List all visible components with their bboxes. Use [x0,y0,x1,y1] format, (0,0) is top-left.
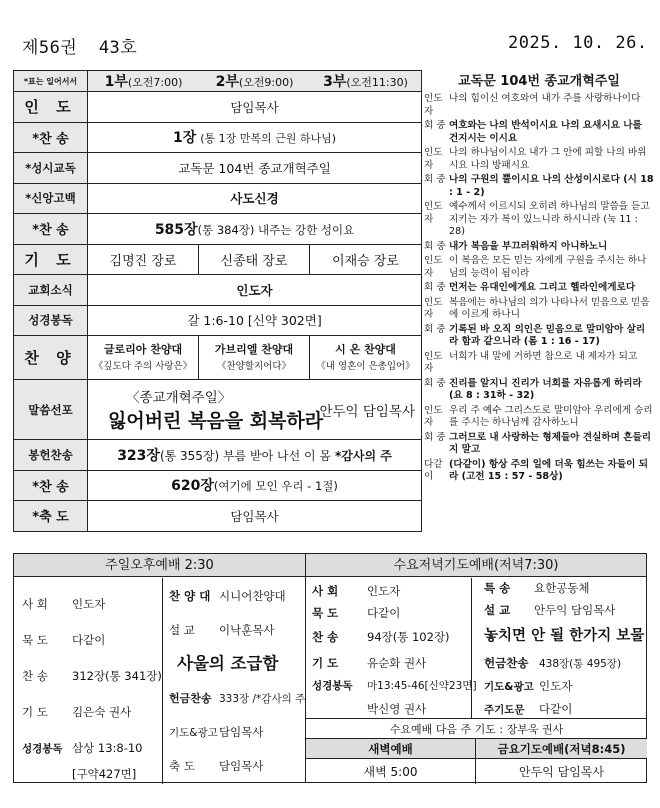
liturgy-speaker: 회 중 [424,282,446,293]
afternoon-choir-label: 찬 양 대 [169,589,211,603]
afternoon-value-5: 삼상 13:8-10 [72,741,143,755]
liturgy-text: 나의 하나님이시요 내가 그 안에 피할 나의 바위시요 나의 방패시요 [449,147,647,171]
afternoon-label-4: 기 도 [22,705,48,719]
reading-label: 성경봉독 [14,305,88,336]
sermon-cell [88,380,422,440]
sermon-label: 말씀선포 [14,380,88,440]
row-sermon [14,380,422,440]
news-value: 인도자 [88,275,422,306]
header-volume [22,33,137,58]
invocation-label: 인 도 [14,92,88,123]
row-litany [14,153,422,184]
afternoon-value-1: 인도자 [72,597,106,611]
afternoon-service-panel [13,553,306,783]
friday-title: 금요기도예배(저녁8:45) [476,739,647,759]
liturgy-line [424,255,654,280]
wed-offering-value: 438장(통 495장) [539,658,622,670]
header-date: 2025. 10. 26. [508,33,648,53]
row-offering [14,440,422,471]
liturgy-speaker: 인도자 [424,404,443,428]
liturgy-speaker: 회 중 [424,377,446,389]
liturgy-line [424,324,654,349]
sermon-title: 잃어버린 복음을 회복하라 [108,410,324,432]
liturgy-title: 교독문 104번 종교개혁주일 [458,74,620,89]
liturgy-text: 여호와는 나의 반석이시요 나의 요새시요 나를 건지시는 이시요 [449,120,642,144]
wed-row-1 [312,583,400,599]
wed-label-1: 사 회 [312,584,339,598]
liturgy-text: 이 복음은 모든 믿는 자에게 구원을 주시는 하나님의 능력이 됨이라 [449,255,647,279]
service-1 [88,71,199,91]
afternoon-value-2: 다같이 [72,633,106,647]
invocation-value: 담임목사 [88,92,422,123]
benediction-value: 담임목사 [88,501,422,532]
hymn3-number: 620장 [171,478,214,495]
afternoon-sermon-label: 설 교 [169,623,195,637]
liturgy-speaker: 회 중 [424,431,446,443]
wed-row-3 [312,629,450,645]
wed-prayer-value: 인도자 [539,679,573,693]
sermon-subtitle: 〈종교개혁주일〉 [126,390,232,406]
wed-value-5: 마13:45-46[신약23면] [367,680,477,692]
wednesday-right-column [472,578,647,718]
liturgy-speaker: 회 중 [424,120,446,131]
service-1-time: (오전7:00) [127,76,183,89]
afternoon-row-2 [22,632,105,648]
wed-prayer [484,678,572,694]
liturgy-text: 먼저는 유대인에게요 그리고 헬라인에게로다 [449,282,636,293]
liturgy-speaker: 회 중 [424,240,446,252]
wed-value-1: 인도자 [367,584,401,598]
liturgy-line [424,147,654,172]
wed-label-4: 기 도 [312,656,339,670]
wed-row-5 [312,678,477,693]
afternoon-page: [구약427면] [72,767,137,781]
liturgy-speaker: 인도자 [424,296,443,320]
creed-label: *신앙고백 [14,183,88,214]
choir-label: 찬 양 [14,336,88,380]
choir-1 [88,336,199,380]
liturgy-speaker: 인도자 [424,255,443,279]
afternoon-offering [169,690,305,706]
wed-sermon-title: 놓치면 안 될 한가지 보물 [484,628,645,644]
liturgy-line [424,297,654,322]
row-invocation [14,92,422,123]
wednesday-title: 수요저녁기도예배(저녁7:30) [306,554,646,577]
wed-next-prayer: 수요예배 다음 주 기도 : 장부욱 권사 [306,718,647,738]
liturgy-speaker: 인도자 [424,201,443,225]
liturgy-line [424,405,654,430]
wed-prayer-label: 기도&광고 [484,681,534,693]
wed-value-4: 유순화 권사 [367,656,427,670]
afternoon-title: 주일오후예배 2:30 [14,554,305,577]
afternoon-choir [169,588,286,604]
choir-3-song: 《내 영혼이 은총입어》 [316,360,415,372]
afternoon-row-1 [22,596,105,612]
service-2 [199,71,310,91]
row-hymn1 [14,122,422,153]
choir-1-song: 《깊도다 주의 사랑은》 [93,360,193,372]
afternoon-sermon [169,622,275,638]
liturgy-text: 기록된 바 오직 의인은 믿음으로 말미암아 살리라 함과 같으니라 (롬 1 : 16 - 17) [449,323,646,347]
benediction-label: *축 도 [14,501,88,532]
liturgy-line [424,351,654,376]
afternoon-row-5 [22,740,142,756]
liturgy-text: 예수께서 이르시되 오히려 하나님의 말씀을 듣고 지키는 자가 복이 있느니라 하시니라 (눅 11 : 28) [449,201,650,237]
afternoon-label-5: 성경봉독 [22,743,63,755]
wed-special [484,580,590,596]
creed-value: 사도신경 [88,183,422,214]
volume-text: 제56권 [22,38,78,58]
afternoon-bless-label: 축 도 [169,759,195,773]
liturgy-line [424,93,654,118]
liturgy-text: 그러므로 내 사랑하는 형제들아 견실하며 흔들리지 말고 [449,431,652,455]
afternoon-prayer-label: 기도&광고 [169,727,218,739]
liturgy-line [424,378,654,403]
wed-special-label: 특 송 [484,581,511,595]
liturgy-line [424,201,654,239]
liturgy-speaker: 회 중 [424,323,446,335]
choir-2-name: 가브리엘 찬양대 [214,342,294,356]
liturgy-text: 진리를 알지니 진리가 너희를 자유롭게 하리라 (요 8 : 31하 - 32) [449,377,642,401]
dawn-title: 새벽예배 [306,739,476,759]
wed-lord-label: 주기도문 [484,704,525,716]
liturgy-speaker: 인도자 [424,350,443,374]
afternoon-prayer [169,724,263,740]
liturgy-text: (다같이) 항상 주의 일에 더욱 힘쓰는 자들이 되라 (고전 15 : 57 - 58상) [449,458,648,482]
prayer-person-3: 이재승 장로 [310,244,422,275]
wed-lord-value: 다같이 [539,702,573,716]
afternoon-sermon-title: 사울의 조급함 [177,654,279,673]
wed-bottom [306,738,647,784]
service-2-num: 2부 [215,74,239,90]
hymn1-number: 1장 [172,130,197,147]
wed-value-3: 94장(통 102장) [367,630,450,644]
afternoon-sermon-value: 이낙훈목사 [219,623,275,637]
wed-row-2 [312,605,400,621]
offering-title: (통 355장) 부름 받아 나선 이 몸 [159,448,332,463]
choir-2 [199,336,310,380]
afternoon-bless-value: 담임목사 [219,759,264,773]
liturgy-line [424,120,654,145]
liturgy-text: 내가 복음을 부끄러워하지 아니하노니 [449,240,608,252]
wed-row-4 [312,655,426,671]
liturgy-line [424,459,654,484]
news-label: 교회소식 [14,275,88,306]
afternoon-value-3: 312장(통 341장) [72,669,162,683]
row-reading [14,305,422,336]
litany-label: *성시교독 [14,153,88,184]
wednesday-service-panel [306,553,647,783]
issue-text: 43호 [98,38,138,58]
row-choir [14,336,422,380]
choir-2-song: 《찬양할지어다》 [216,360,292,372]
row-creed [14,183,422,214]
wed-lord [484,701,572,717]
services-header [88,71,422,92]
service-3-num: 3부 [323,74,347,90]
choir-1-name: 글로리아 찬양대 [103,342,183,356]
service-3 [310,71,421,91]
liturgy-line [424,282,654,295]
liturgy-speaker: 인도자 [424,147,443,171]
wed-extra: 박신영 권사 [367,702,427,716]
liturgy-text: 우리 주 예수 그리스도로 말미암아 우리에게 승리를 주시는 하나님께 감사하노니 [449,404,653,428]
wed-value-2: 다같이 [367,606,401,620]
liturgy-panel [424,70,654,486]
liturgy-lines [424,93,654,484]
afternoon-bless [169,758,263,774]
wed-sermon [484,602,615,618]
service-1-num: 1부 [104,74,128,90]
hymn1-label: *찬 송 [14,122,88,153]
wed-sermon-label: 설 교 [484,603,511,617]
afternoon-left-column [14,578,163,784]
offering-extra: *감사의 주 [335,448,392,463]
wed-special-value: 요한공동체 [534,581,590,595]
hymn1-title: (통 1장 만복의 근원 하나님) [200,132,337,146]
hymn3-title: (여기에 모인 우리 - 1절) [213,479,338,494]
hymn2-label: *찬 송 [14,214,88,245]
afternoon-prayer-value: 담임목사 [219,725,264,739]
wed-offering-label: 헌금찬송 [484,656,529,670]
hymn2-number: 585장 [154,221,198,238]
choir-3 [310,336,422,380]
afternoon-right-column [163,578,307,784]
friday-leader: 안두익 담임목사 [519,765,604,779]
liturgy-line [424,241,654,254]
wed-label-2: 묵 도 [312,606,339,620]
row-hymn3 [14,470,422,501]
service-2-time: (오전9:00) [238,76,294,89]
service-3-time: (오전11:30) [346,76,408,89]
wed-label-5: 성경봉독 [312,680,353,692]
liturgy-line [424,174,654,199]
reading-value: 갈 1:6-10 [신약 302면] [88,305,422,336]
liturgy-line [424,432,654,457]
afternoon-offering-value: 333장 /*감사의 주 [219,693,306,705]
offering-label: 봉헌찬송 [14,440,88,471]
liturgy-speaker: 인도자 [424,93,443,117]
prayer-person-1: 김명진 장로 [88,244,199,275]
offering-number: 323장 [117,447,160,464]
afternoon-value-4: 김은숙 권사 [72,705,132,719]
wednesday-left-column [306,578,477,718]
liturgy-text: 나의 구원의 뿔이시요 나의 산성이시로다 (시 18 : 1 - 2) [449,174,654,198]
row-benediction [14,501,422,532]
wed-sermon-value: 안두익 담임목사 [534,603,616,617]
liturgy-text: 너희가 내 말에 거하면 참으로 내 제자가 되고 [449,350,638,362]
order-of-worship-table [13,70,422,532]
wed-offering [484,655,621,671]
prayer-label: 기 도 [14,244,88,275]
standing-note: *표는 일어서서 [14,71,88,92]
dawn-time: 새벽 5:00 [306,759,476,784]
choir-3-name: 시 온 찬양대 [335,342,396,356]
liturgy-speaker: 회 중 [424,174,446,185]
afternoon-label-3: 찬 송 [22,669,48,683]
wed-label-3: 찬 송 [312,630,339,644]
sermon-preacher: 안두익 담임목사 [319,404,416,420]
afternoon-row-3 [22,668,162,684]
afternoon-choir-value: 시니어찬양대 [219,589,286,603]
liturgy-text: 나의 힘이신 여호와여 내가 주를 사랑하나이다 [449,93,641,104]
row-hymn2 [14,214,422,245]
liturgy-text: 복음에는 하나님의 의가 나타나서 믿음으로 믿음에 이르게 하나니 [449,296,650,320]
hymn2-title: (통 384장) 내주는 강한 성이요 [197,222,355,237]
afternoon-offering-label: 헌금찬송 [169,692,212,705]
prayer-person-2: 신종태 장로 [199,244,310,275]
row-prayer [14,244,422,275]
row-news [14,275,422,306]
afternoon-label-1: 사 회 [22,597,48,611]
litany-value: 교독문 104번 종교개혁주일 [88,153,422,184]
liturgy-speaker: 다같이 [424,458,443,482]
afternoon-label-2: 묵 도 [22,633,48,647]
afternoon-row-4 [22,704,131,720]
hymn3-label: *찬 송 [14,470,88,501]
